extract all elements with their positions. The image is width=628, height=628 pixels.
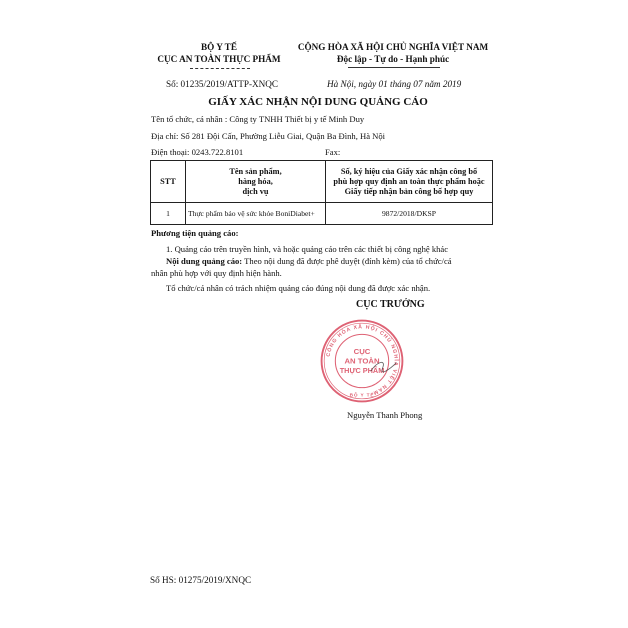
header-certificate-line: Giấy tiếp nhận bản công bố hợp quy — [344, 186, 474, 196]
means-item-1: 1. Quảng cáo trên truyền hình, và hoặc quảng cáo trên các thiết bị công nghệ khác — [166, 244, 449, 254]
content-text: Theo nội dung đã được phê duyệt (đính kèm) của tổ chức/cá — [242, 256, 452, 266]
header-certificate-line: Số, ký hiệu của Giấy xác nhận công bố — [340, 166, 478, 176]
left-header-rule — [190, 68, 250, 69]
cell-stt: 1 — [151, 203, 186, 225]
stamp-line-2: AN TOÀN — [344, 356, 380, 366]
official-stamp-icon — [319, 318, 405, 404]
document-title: GIẤY XÁC NHẬN NỘI DUNG QUẢNG CÁO — [208, 96, 428, 108]
department-name: CỤC AN TOÀN THỰC PHẨM — [157, 54, 281, 64]
content-line — [166, 256, 452, 268]
responsibility-line: Tổ chức/cá nhân có trách nhiệm quảng cáo đúng nội dung đã được xác nhận. — [166, 283, 431, 293]
header-product-line: dịch vụ — [242, 186, 269, 196]
stamp-ring-text: CÔNG HÒA XÃ HỘI CHỦ NGHĨA VIỆT NAM — [325, 324, 399, 396]
certification-table — [150, 160, 493, 225]
header-stt: STT — [151, 161, 186, 203]
place-date: Hà Nội, ngày 01 tháng 07 năm 2019 — [327, 79, 462, 89]
table-row — [151, 203, 493, 225]
organization-line: Tên tổ chức, cá nhân : Công ty TNHH Thiết bị y tế Minh Duy — [151, 114, 365, 124]
phone-line: Điện thoại: 0243.722.8101 — [151, 147, 244, 157]
national-motto: Độc lập - Tự do - Hạnh phúc — [336, 54, 450, 64]
header-product-line: hàng hóa, — [238, 176, 273, 186]
header-product-line: Tên sản phẩm, — [229, 166, 282, 176]
stamp-bottom-text: BỘ Y TẾ — [349, 393, 375, 399]
header-certificate — [326, 161, 493, 203]
ministry-name: BỘ Y TẾ — [201, 42, 237, 52]
file-number: Số HS: 01275/2019/XNQC — [150, 575, 252, 585]
header-certificate-line: phù hợp quy định an toàn thực phẩm hoặc — [333, 176, 485, 186]
nation-name: CỘNG HÒA XÃ HỘI CHỦ NGHĨA VIỆT NAM — [297, 42, 489, 52]
table-header-row — [151, 161, 493, 203]
cell-certificate: 9872/2018/DKSP — [326, 203, 493, 225]
cell-product: Thực phẩm bảo vệ sức khỏe BoniDiabet+ — [186, 203, 326, 225]
stamp-line-1: CỤC — [353, 347, 371, 357]
stamp-line-3: THỰC PHẨM — [339, 366, 385, 376]
address-line: Địa chỉ: Số 281 Đội Cấn, Phường Liễu Giai, Quận Ba Đình, Hà Nội — [151, 131, 386, 141]
content-line-2: nhân phù hợp với quy định hiện hành. — [151, 268, 282, 278]
content-label: Nội dung quảng cáo: — [166, 256, 243, 266]
signer-role: CỤC TRƯỞNG — [356, 299, 425, 310]
signer-name: Nguyễn Thanh Phong — [347, 410, 423, 420]
right-header-rule — [348, 67, 440, 68]
means-heading: Phương tiện quảng cáo: — [151, 228, 239, 238]
document-number: Số: 01235/2019/ATTP-XNQC — [166, 79, 279, 89]
header-product — [186, 161, 326, 203]
fax-line: Fax: — [325, 147, 341, 157]
